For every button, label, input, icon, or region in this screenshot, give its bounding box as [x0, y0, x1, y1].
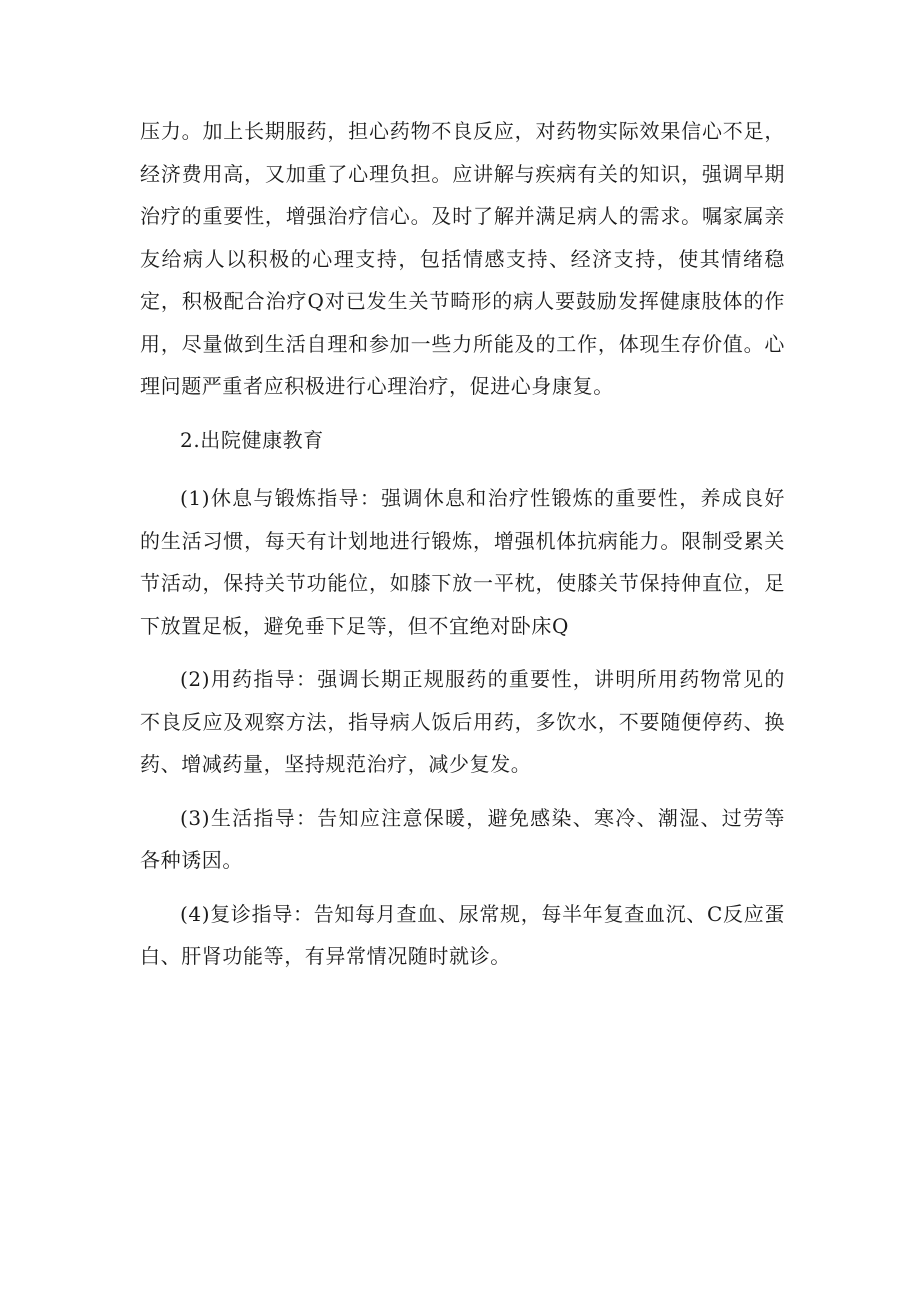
section-heading-discharge-education: 2.出院健康教育 — [180, 427, 324, 452]
paragraph-daily-life-guidance: (3)生活指导：告知应注意保暖，避免感染、寒冷、潮湿、过劳等各种诱因。 — [140, 805, 785, 872]
paragraph-psychological-care: 压力。加上长期服药，担心药物不良反应，对药物实际效果信心不足，经济费用高，又加重了心理负担。应讲解与疾病有关的知识，强调早期治疗的重要性，增强治疗信心。及时了解并满足病人的需求。嘱家属亲友给病人以积极的心理支持，包括情感支持、经济支持，使其情绪稳定，积极配合治疗Q对已发生关节畸形的病人要鼓励发挥健康肢体的作用，尽量做到生活自理和参加一些力所能及的工作，体现生存价值。心理问题严重者应积极进行心理治疗，促进心身康复。 — [140, 119, 785, 398]
paragraph-rest-exercise-guidance: (1)休息与锻炼指导：强调休息和治疗性锻炼的重要性，养成良好的生活习惯，每天有计划地进行锻炼，增强机体抗病能力。限制受累关节活动，保持关节功能位，如膝下放一平枕，使膝关节保持伸直位，足下放置足板，避免垂下足等，但不宜绝对卧床Q — [140, 486, 785, 638]
paragraph-follow-up-guidance: (4)复诊指导：告知每月查血、尿常规，每半年复查血沉、C反应蛋白、肝肾功能等，有异常情况随时就诊。 — [140, 901, 785, 968]
paragraph-medication-guidance: (2)用药指导：强调长期正规服药的重要性，讲明所用药物常见的不良反应及观察方法，指导病人饭后用药，多饮水，不要随便停药、换药、增减药量，坚持规范治疗，减少复发。 — [140, 667, 785, 776]
document-body — [140, 110, 785, 978]
